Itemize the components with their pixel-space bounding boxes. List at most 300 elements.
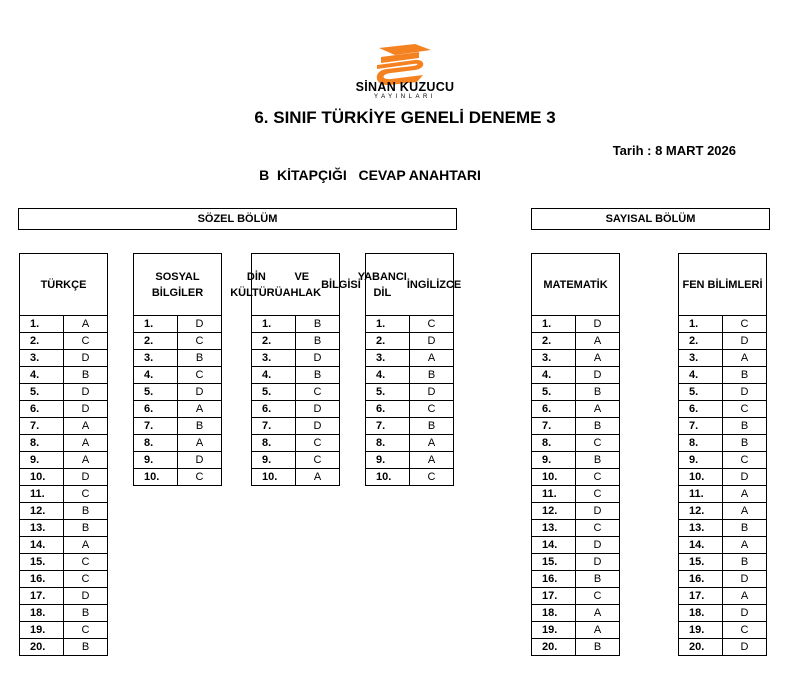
answer-cell: A [64,435,108,452]
table-row [20,401,108,418]
question-number: 10. [366,469,410,486]
question-number: 2. [252,333,296,350]
answer-cell: C [64,622,108,639]
answer-cell: D [723,333,767,350]
subject-title-line: İNGİLİZCE [406,278,462,291]
answer-cell: A [723,350,767,367]
brand-subtitle: YAYINLARI [374,94,436,100]
question-number: 3. [252,350,296,367]
question-number: 5. [532,384,576,401]
table-row [679,571,767,588]
answer-cell: D [410,333,454,350]
answer-cell: A [723,486,767,503]
question-number: 8. [134,435,178,452]
question-number: 9. [134,452,178,469]
table-row [679,367,767,384]
answer-cell: A [178,401,222,418]
table-row [366,350,454,367]
question-number: 6. [20,401,64,418]
question-number: 4. [134,367,178,384]
question-number: 12. [679,503,723,520]
question-number: 8. [679,435,723,452]
answer-cell: C [64,554,108,571]
question-number: 3. [366,350,410,367]
answer-cell: B [576,418,620,435]
question-number: 3. [679,350,723,367]
question-number: 8. [532,435,576,452]
table-row [532,452,620,469]
table-row [679,333,767,350]
table-row [679,503,767,520]
brand-name: SİNAN KUZUCU [355,80,455,94]
question-number: 2. [532,333,576,350]
question-number: 8. [252,435,296,452]
subject-din [230,253,361,486]
subject-title-line: MATEMATİK [543,278,608,291]
question-number: 7. [252,418,296,435]
table-row [679,622,767,639]
answer-cell: B [723,418,767,435]
question-number: 10. [252,469,296,486]
question-number: 20. [679,639,723,656]
subject-title [133,253,222,316]
question-number: 1. [366,316,410,333]
table-row [532,435,620,452]
table-row [366,418,454,435]
answer-table [251,316,340,486]
table-row [532,333,620,350]
table-row [252,384,340,401]
table-row [532,639,620,656]
question-number: 15. [532,554,576,571]
table-row [366,316,454,333]
table-row [20,418,108,435]
table-row [20,469,108,486]
table-row [532,537,620,554]
answer-cell: D [576,367,620,384]
exam-date: Tarih : 8 MART 2026 [612,143,736,158]
question-number: 17. [679,588,723,605]
table-row [679,520,767,537]
answer-cell: D [723,639,767,656]
table-row [134,418,222,435]
table-row [532,469,620,486]
answer-cell: D [178,452,222,469]
table-row [366,452,454,469]
answer-cell: D [64,469,108,486]
question-number: 10. [20,469,64,486]
answer-cell: B [178,350,222,367]
table-row [252,418,340,435]
question-number: 9. [252,452,296,469]
answer-cell: B [296,367,340,384]
table-row [134,316,222,333]
table-row [134,469,222,486]
question-number: 15. [679,554,723,571]
question-number: 11. [20,486,64,503]
question-number: 3. [532,350,576,367]
numeric-section-header: SAYISAL BÖLÜM [531,208,770,230]
question-number: 1. [532,316,576,333]
table-row [679,350,767,367]
answer-cell: A [576,605,620,622]
answer-cell: A [410,350,454,367]
subject-ingilizce [357,253,462,486]
table-row [532,503,620,520]
question-number: 19. [679,622,723,639]
question-number: 18. [532,605,576,622]
subject-title-line: YABANCI DİL [357,270,407,299]
subject-title [357,253,462,316]
answer-cell: A [576,401,620,418]
answer-cell: A [410,435,454,452]
table-row [20,622,108,639]
answer-cell: A [296,469,340,486]
question-number: 2. [20,333,64,350]
answer-cell: B [723,520,767,537]
question-number: 14. [532,537,576,554]
table-row [252,350,340,367]
subject-title-line: FEN BİLİMLERİ [682,278,763,291]
question-number: 3. [20,350,64,367]
table-row [679,401,767,418]
answer-cell: D [723,384,767,401]
answer-table [19,316,108,656]
table-row [679,452,767,469]
answer-cell: D [576,554,620,571]
table-row [679,605,767,622]
answer-cell: D [410,384,454,401]
question-number: 1. [679,316,723,333]
question-number: 5. [366,384,410,401]
question-number: 20. [20,639,64,656]
question-number: 13. [679,520,723,537]
answer-cell: A [576,350,620,367]
answer-cell: B [64,639,108,656]
answer-cell: A [723,537,767,554]
table-row [134,367,222,384]
table-row [134,435,222,452]
table-row [20,639,108,656]
question-number: 11. [532,486,576,503]
subject-turkce [19,253,108,656]
subject-title [678,253,767,316]
table-row [252,316,340,333]
table-row [679,554,767,571]
table-row [134,384,222,401]
question-number: 16. [679,571,723,588]
answer-cell: D [576,503,620,520]
answer-cell: C [410,401,454,418]
question-number: 13. [532,520,576,537]
question-number: 7. [20,418,64,435]
table-row [532,588,620,605]
answer-cell: C [296,435,340,452]
table-row [679,537,767,554]
answer-cell: C [178,333,222,350]
answer-cell: A [64,452,108,469]
answer-cell: D [576,537,620,554]
exam-title: 6. SINIF TÜRKİYE GENELİ DENEME 3 [254,108,556,127]
table-row [20,520,108,537]
subject-title [531,253,620,316]
table-row [366,469,454,486]
question-number: 4. [252,367,296,384]
table-row [532,571,620,588]
answer-cell: A [178,435,222,452]
answer-cell: D [296,418,340,435]
table-row [532,367,620,384]
question-number: 2. [679,333,723,350]
question-number: 4. [366,367,410,384]
table-row [366,401,454,418]
table-row [134,333,222,350]
table-row [20,435,108,452]
answer-cell: C [296,452,340,469]
question-number: 16. [532,571,576,588]
subject-title-line: BİLGİSİ [321,278,361,291]
table-row [532,418,620,435]
answer-cell: D [723,469,767,486]
table-row [252,333,340,350]
answer-cell: D [64,401,108,418]
subject-title-line: DİN KÜLTÜRÜ [230,270,283,299]
question-number: 9. [532,452,576,469]
question-number: 18. [679,605,723,622]
table-row [679,435,767,452]
question-number: 4. [532,367,576,384]
answer-cell: C [576,588,620,605]
answer-cell: B [576,571,620,588]
question-number: 9. [366,452,410,469]
table-row [532,384,620,401]
question-number: 14. [20,537,64,554]
answer-cell: D [296,350,340,367]
table-row [366,384,454,401]
answer-cell: B [723,367,767,384]
question-number: 8. [366,435,410,452]
question-number: 7. [366,418,410,435]
table-row [679,316,767,333]
table-row [679,469,767,486]
table-row [20,588,108,605]
answer-cell: B [576,384,620,401]
answer-cell: D [178,316,222,333]
question-number: 14. [679,537,723,554]
answer-cell: B [296,316,340,333]
answer-cell: C [410,469,454,486]
table-row [20,367,108,384]
table-row [20,503,108,520]
table-row [532,622,620,639]
answer-cell: A [723,503,767,520]
question-number: 16. [20,571,64,588]
question-number: 20. [532,639,576,656]
table-row [20,333,108,350]
answer-cell: B [723,554,767,571]
question-number: 1. [252,316,296,333]
answer-cell: D [64,588,108,605]
table-row [532,605,620,622]
subject-fen [678,253,767,656]
subject-matematik [531,253,620,656]
answer-cell: B [410,418,454,435]
answer-cell: B [64,367,108,384]
answer-cell: C [576,486,620,503]
table-row [532,316,620,333]
table-row [252,435,340,452]
table-row [20,571,108,588]
question-number: 4. [679,367,723,384]
table-row [20,452,108,469]
answer-cell: B [410,367,454,384]
question-number: 1. [20,316,64,333]
answer-cell: C [723,401,767,418]
table-row [679,418,767,435]
question-number: 19. [20,622,64,639]
table-row [366,333,454,350]
table-row [20,554,108,571]
question-number: 5. [252,384,296,401]
answer-cell: C [576,520,620,537]
question-number: 3. [134,350,178,367]
question-number: 11. [679,486,723,503]
question-number: 10. [532,469,576,486]
subject-sosyal [133,253,222,486]
question-number: 2. [134,333,178,350]
question-number: 1. [134,316,178,333]
answer-cell: B [64,605,108,622]
table-row [20,537,108,554]
table-row [532,350,620,367]
answer-cell: C [64,333,108,350]
question-number: 19. [532,622,576,639]
answer-cell: D [296,401,340,418]
answer-key-title: B KİTAPÇIĞI CEVAP ANAHTARI [259,167,481,183]
question-number: 4. [20,367,64,384]
answer-cell: B [64,503,108,520]
table-row [20,316,108,333]
answer-table [531,316,620,656]
answer-cell: A [64,316,108,333]
table-row [679,384,767,401]
table-row [20,350,108,367]
subject-title [19,253,108,316]
table-row [134,350,222,367]
table-row [366,367,454,384]
answer-cell: A [64,537,108,554]
answer-cell: A [576,622,620,639]
answer-cell: C [64,486,108,503]
table-row [134,401,222,418]
table-row [20,486,108,503]
answer-cell: C [296,384,340,401]
table-row [366,435,454,452]
question-number: 10. [679,469,723,486]
answer-cell: B [723,435,767,452]
question-number: 7. [134,418,178,435]
question-number: 8. [20,435,64,452]
answer-cell: C [723,452,767,469]
answer-cell: D [576,316,620,333]
answer-cell: A [576,333,620,350]
answer-cell: C [576,435,620,452]
question-number: 12. [532,503,576,520]
answer-cell: C [576,469,620,486]
question-number: 6. [134,401,178,418]
question-number: 15. [20,554,64,571]
table-row [252,367,340,384]
question-number: 7. [679,418,723,435]
table-row [679,639,767,656]
table-row [252,401,340,418]
table-row [532,554,620,571]
table-row [134,452,222,469]
answer-cell: D [723,605,767,622]
table-row [679,486,767,503]
table-row [20,605,108,622]
question-number: 5. [679,384,723,401]
question-number: 17. [20,588,64,605]
answer-cell: B [296,333,340,350]
question-number: 12. [20,503,64,520]
answer-cell: D [178,384,222,401]
question-number: 6. [252,401,296,418]
question-number: 10. [134,469,178,486]
answer-cell: D [723,571,767,588]
answer-cell: A [64,418,108,435]
table-row [532,520,620,537]
subject-title-line: SOSYAL BİLGİLER [151,270,204,299]
answer-cell: A [410,452,454,469]
question-number: 9. [20,452,64,469]
question-number: 5. [134,384,178,401]
table-row [532,401,620,418]
table-row [20,384,108,401]
answer-cell: B [576,452,620,469]
answer-cell: C [178,469,222,486]
answer-cell: C [723,316,767,333]
answer-table [365,316,454,486]
table-row [679,588,767,605]
answer-cell: B [64,520,108,537]
question-number: 9. [679,452,723,469]
question-number: 7. [532,418,576,435]
question-number: 13. [20,520,64,537]
answer-table [133,316,222,486]
verbal-section-header: SÖZEL BÖLÜM [18,208,457,230]
question-number: 2. [366,333,410,350]
question-number: 6. [679,401,723,418]
answer-cell: A [723,588,767,605]
question-number: 18. [20,605,64,622]
answer-cell: D [64,350,108,367]
answer-cell: B [178,418,222,435]
question-number: 6. [366,401,410,418]
answer-cell: C [723,622,767,639]
subject-title-line: TÜRKÇE [40,278,87,291]
question-number: 6. [532,401,576,418]
subject-title [230,253,361,316]
answer-cell: C [410,316,454,333]
answer-cell: B [576,639,620,656]
subject-title-line: VE AHLAK [282,270,322,299]
answer-cell: C [64,571,108,588]
question-number: 17. [532,588,576,605]
question-number: 5. [20,384,64,401]
answer-table [678,316,767,656]
table-row [252,452,340,469]
